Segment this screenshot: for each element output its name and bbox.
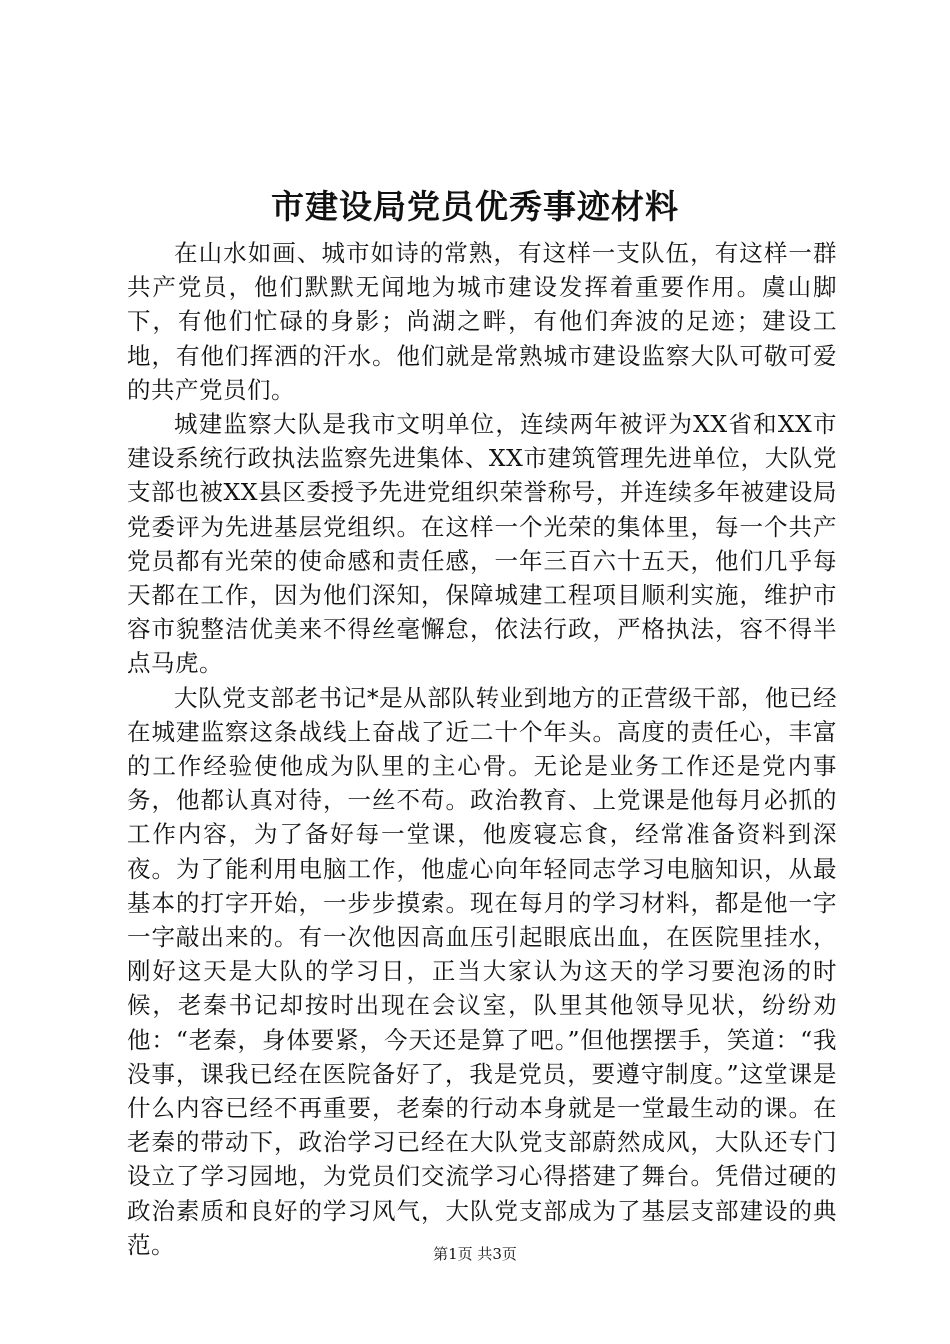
paragraph-1: 在山水如画、城市如诗的常熟，有这样一支队伍，有这样一群共产党员，他们默默无闻地为城市建设发挥着重要作用。虞山脚下，有他们忙碌的身影；尚湖之畔，有他们奔波的足迹；建设工地，有他们挥洒的汗水。他们就是常熟城市建设监察大队可敬可爱的共产党员们。 [127, 239, 837, 404]
paragraph-3: 大队党支部老书记*是从部队转业到地方的正营级干部，他已经在城建监察这条战线上奋战了近二十个年头。高度的责任心，丰富的工作经验使他成为队里的主心骨。无论是业务工作还是党内事务，他都认真对待，一丝不苟。政治教育、上党课是他每月必抓的工作内容，为了备好每一堂课，他废寝忘食，经常准备资料到深夜。为了能利用电脑工作，他虚心向年轻同志学习电脑知识，从最基本的打字开始，一步步摸索。现在每月的学习材料，都是他一字一字敲出来的。有一次他因高血压引起眼底出血，在医院里挂水，刚好这天是大队的学习日，正当大家认为这天的学习要泡汤的时候，老秦书记却按时出现在会议室，队里其他领导见状，纷纷劝他：“老秦，身体要紧，今天还是算了吧。”但他摆摆手，笑道：“我没事，课我已经在医院备好了，我是党员，要遵守制度。”这堂课是什么内容已经不再重要，老秦的行动本身就是一堂最生动的课。在老秦的带动下，政治学习已经在大队党支部蔚然成风，大队还专门设立了学习园地，为党员们交流学习心得搭建了舞台。凭借过硬的政治素质和良好的学习风气，大队党支部成为了基层支部建设的典范。 [127, 683, 837, 1259]
document-body [127, 236, 837, 1262]
paragraph-2: 城建监察大队是我市文明单位，连续两年被评为XX省和XX市建设系统行政执法监察先进集体、XX市建筑管理先进单位，大队党支部也被XX县区委授予先进党组织荣誉称号，并连续多年被建设局党委评为先进基层党组织。在这样一个光荣的集体里，每一个共产党员都有光荣的使命感和责任感，一年三百六十五天，他们几乎每天都在工作，因为他们深知，保障城建工程项目顺利实施，维护市容市貌整洁优美来不得丝毫懈怠，依法行政，严格执法，容不得半点马虎。 [127, 410, 837, 678]
document-title: 市建设局党员优秀事迹材料 [271, 187, 679, 226]
page-footer: 第1页 共3页 [433, 1245, 517, 1263]
